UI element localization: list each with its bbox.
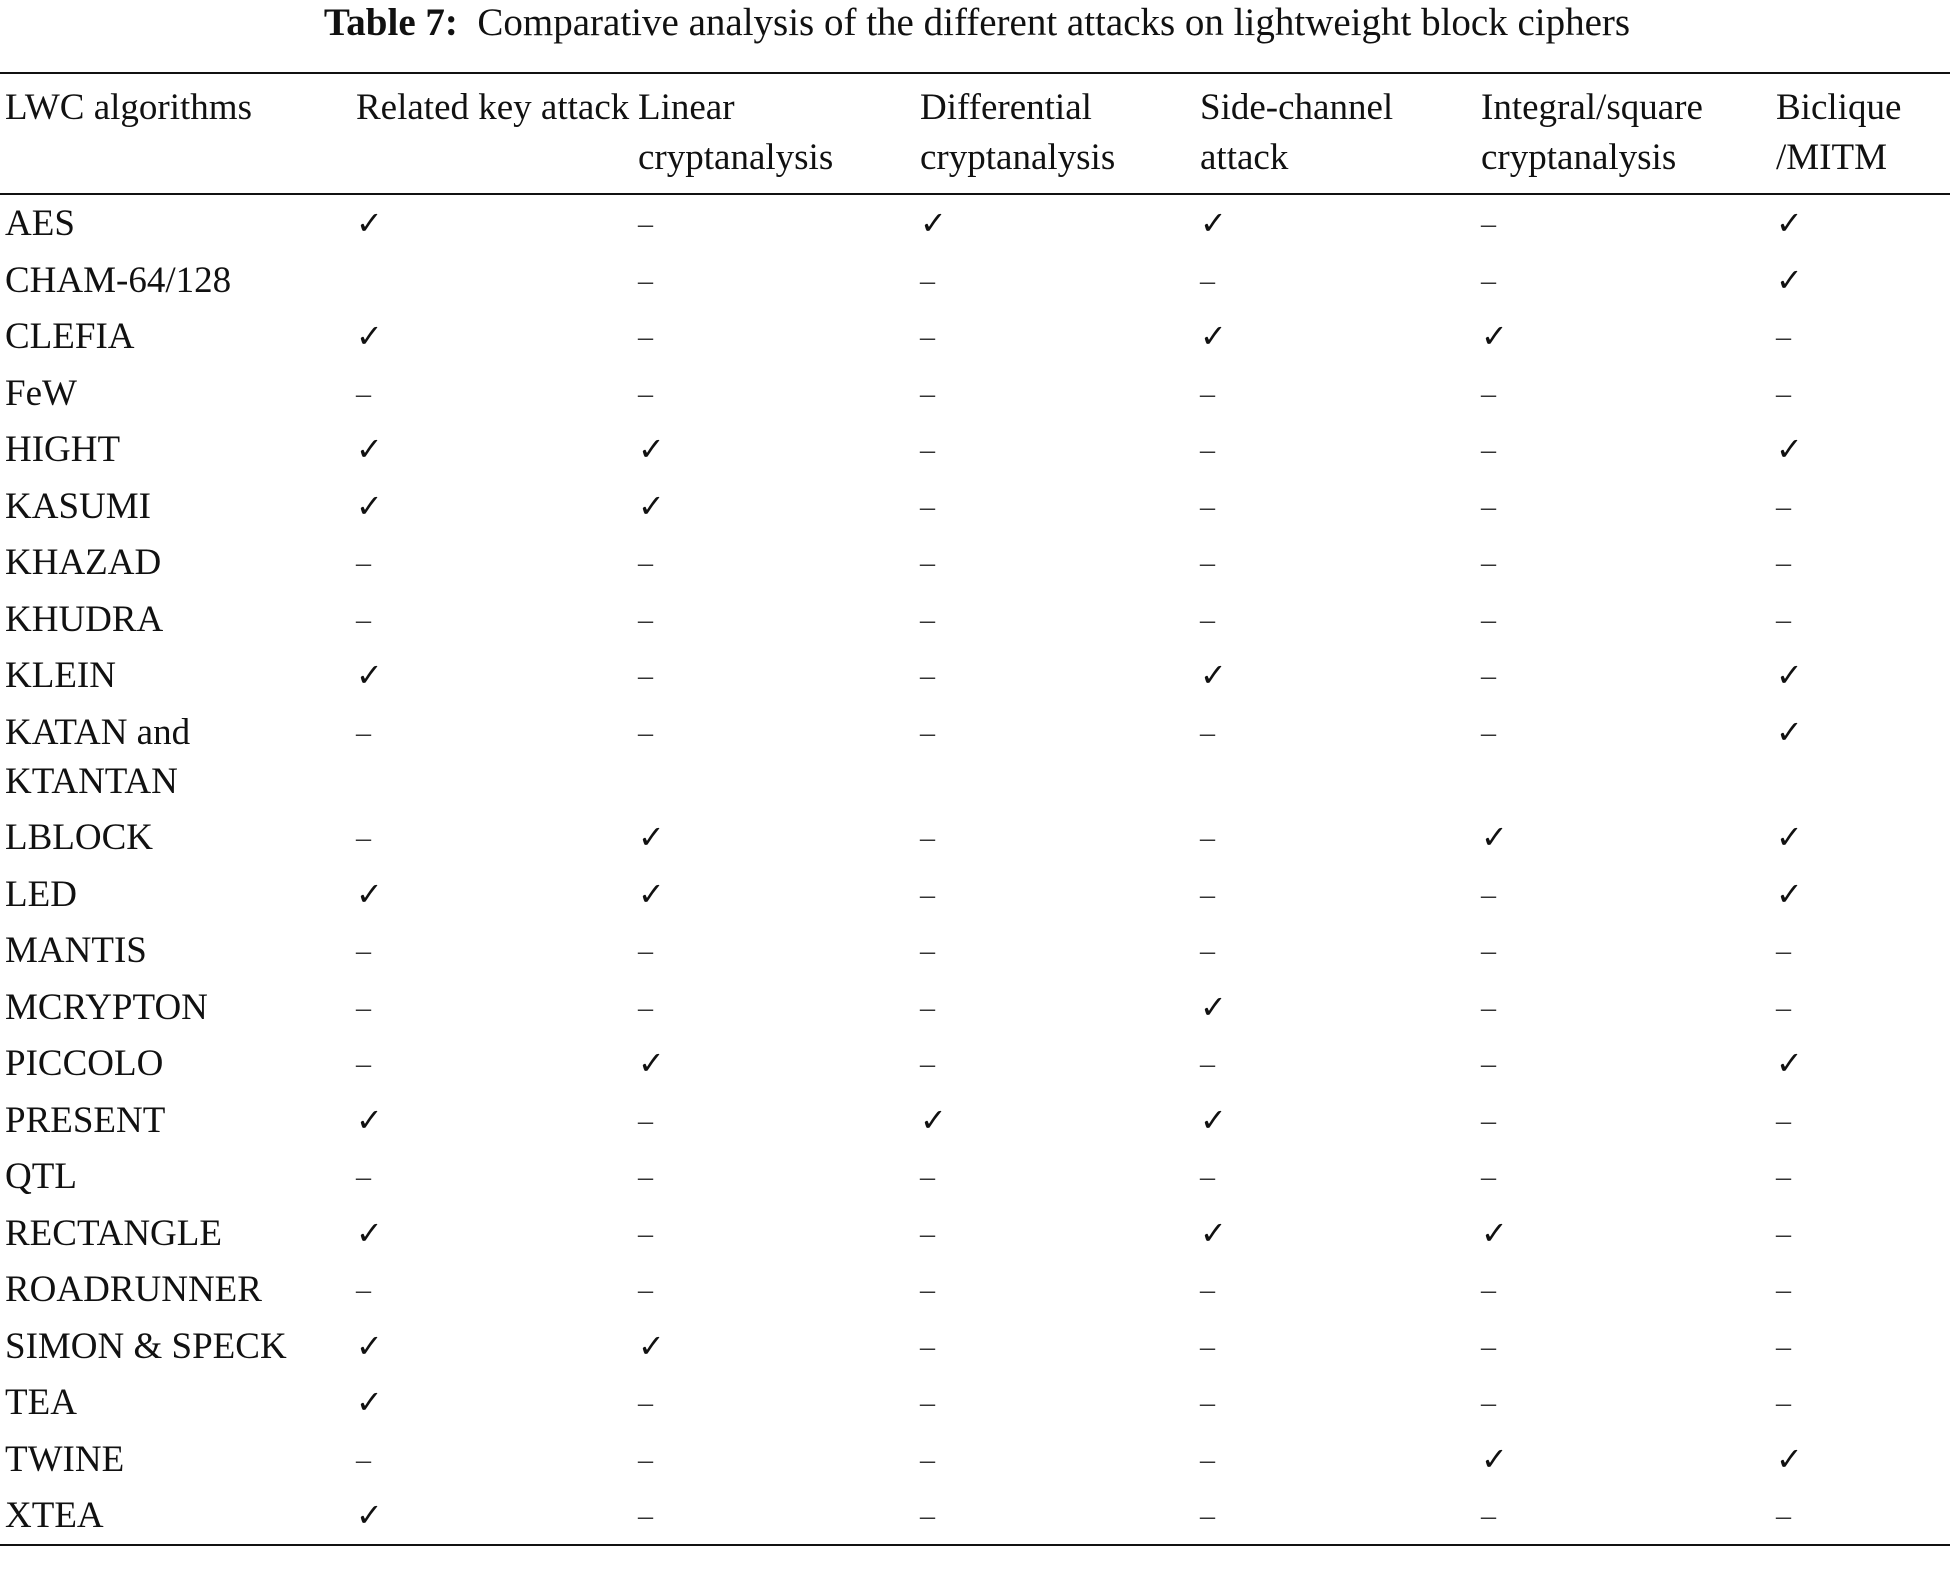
dash-cell: – [920,376,935,410]
dash-cell: – [356,934,371,967]
check-mark-icon: ✓ [356,317,383,355]
dash-cell: – [1200,1442,1215,1476]
column-header: Side-channel attack [1200,87,1394,178]
dash-cell: – [356,1442,371,1476]
table-row [0,194,1950,252]
algorithm-name: LBLOCK [5,817,153,858]
dash-cell: – [1200,1499,1215,1532]
table-row [0,1035,1950,1092]
dash-cell: – [638,207,653,240]
dash-cell: – [1776,320,1791,353]
column-header: Biclique /MITM [1776,87,1902,178]
dash-cell: – [638,715,653,749]
dash-cell: – [638,659,653,692]
dash-cell: – [920,489,935,523]
table-row [0,1318,1950,1375]
column-header: Related key attack [356,87,630,128]
dash-cell: – [920,1329,935,1363]
check-mark-icon: ✓ [1481,1213,1508,1252]
dash-cell: – [920,1160,935,1193]
table-body [0,194,1950,1545]
dash-cell: – [1776,489,1791,523]
algorithm-name: TEA [5,1382,77,1423]
check-mark-icon: ✓ [356,486,383,525]
check-mark-icon: ✓ [1776,260,1803,299]
algorithm-name: XTEA [5,1495,104,1536]
dash-cell: – [1481,489,1496,523]
check-mark-icon: ✓ [1776,204,1803,242]
dash-cell: – [356,1047,371,1080]
table-row [0,809,1950,866]
dash-cell: – [1481,1386,1496,1419]
dash-cell: – [920,1216,935,1250]
check-mark-icon: ✓ [638,874,665,913]
dash-cell: – [1776,1160,1791,1193]
dash-cell: – [920,1273,935,1306]
dash-cell: – [920,433,935,466]
dash-cell: – [1481,659,1496,692]
check-mark-icon: ✓ [356,430,383,468]
caption-text: Comparative analysis of the different attacks on lightweight block ciphers [477,1,1631,44]
dash-cell: – [920,1047,935,1080]
check-mark-icon: ✓ [638,430,665,468]
check-mark-icon: ✓ [1776,656,1803,694]
table-row [0,591,1950,648]
check-mark-icon: ✓ [1200,656,1227,694]
table-row [0,252,1950,309]
dash-cell: – [1200,546,1215,579]
table-row [0,1374,1950,1431]
check-mark-icon: ✓ [356,1100,383,1139]
dash-cell: – [1776,602,1791,636]
dash-cell: – [1481,1499,1496,1532]
header-row [0,73,1950,194]
check-mark-icon: ✓ [1776,430,1803,468]
dash-cell: – [920,715,935,749]
table-row [0,478,1950,535]
dash-cell: – [638,546,653,579]
table-row [0,647,1950,704]
caption-label: Table 7: [323,1,458,44]
table-row [0,1487,1950,1545]
dash-cell: – [920,877,935,911]
dash-cell: – [638,1386,653,1419]
algorithm-name: KASUMI [5,485,151,527]
dash-cell: – [1481,715,1496,749]
table-row [0,979,1950,1036]
table-row [0,1261,1950,1318]
check-mark-icon: ✓ [1200,987,1227,1026]
algorithm-name: CHAM-64/128 [5,259,232,301]
dash-cell: – [1776,1329,1791,1363]
check-mark-icon: ✓ [1481,317,1508,355]
check-mark-icon: ✓ [356,204,383,242]
algorithm-name: SIMON & SPECK [5,1325,287,1367]
check-mark-icon: ✓ [356,1383,383,1421]
dash-cell: – [356,990,371,1024]
dash-cell: – [1481,207,1496,240]
check-mark-icon: ✓ [1200,204,1227,242]
dash-cell: – [1481,546,1496,579]
algorithm-name: KHAZAD [5,542,162,583]
check-mark-icon: ✓ [920,204,947,242]
dash-cell: – [1200,376,1215,410]
dash-cell: – [1481,990,1496,1024]
dash-cell: – [638,990,653,1024]
dash-cell: – [1776,1103,1791,1137]
check-mark-icon: ✓ [1776,712,1803,751]
table-row [0,1205,1950,1262]
algorithm-name: LED [5,873,77,915]
dash-cell: – [1481,1103,1496,1137]
dash-cell: – [356,1160,371,1193]
algorithm-name: FeW [5,372,77,414]
check-mark-icon: ✓ [638,818,665,856]
dash-cell: – [1776,990,1791,1024]
dash-cell: – [1776,1386,1791,1419]
check-mark-icon: ✓ [1776,1439,1803,1478]
column-header: LWC algorithms [5,87,252,128]
dash-cell: – [638,320,653,353]
check-mark-icon: ✓ [356,1326,383,1365]
algorithm-name: KLEIN [5,655,116,696]
check-mark-icon: ✓ [638,486,665,525]
table-row [0,308,1950,365]
table-row [0,1431,1950,1488]
check-mark-icon: ✓ [356,1496,383,1534]
column-header: Integral/square cryptanalysis [1481,87,1703,178]
dash-cell: – [638,376,653,410]
dash-cell: – [638,602,653,636]
dash-cell: – [920,263,935,297]
check-mark-icon: ✓ [1776,874,1803,913]
dash-cell: – [1481,376,1496,410]
column-header: Linear cryptanalysis [638,87,834,178]
dash-cell: – [638,1103,653,1137]
algorithm-name: PICCOLO [5,1043,164,1084]
dash-cell: – [1776,376,1791,410]
empty-cell [351,252,633,309]
dash-cell: – [1481,1047,1496,1080]
algorithm-name: ROADRUNNER [5,1269,262,1310]
dash-cell: – [1481,433,1496,466]
dash-cell: – [638,1499,653,1532]
dash-cell: – [920,990,935,1024]
dash-cell: – [1200,1047,1215,1080]
dash-cell: – [356,1273,371,1306]
dash-cell: – [1481,602,1496,636]
table-row [0,866,1950,923]
dash-cell: – [1481,263,1496,297]
dash-cell: – [1776,1273,1791,1306]
dash-cell: – [920,1499,935,1532]
algorithm-name: MCRYPTON [5,986,208,1028]
check-mark-icon: ✓ [1200,1213,1227,1252]
dash-cell: – [920,602,935,636]
dash-cell: – [920,1442,935,1476]
dash-cell: – [1200,934,1215,967]
dash-cell: – [638,263,653,297]
algorithm-name: TWINE [5,1438,125,1480]
table-row [0,704,1950,810]
dash-cell: – [1481,1160,1496,1193]
dash-cell: – [1200,877,1215,911]
dash-cell: – [1200,489,1215,523]
dash-cell: – [1200,1386,1215,1419]
algorithm-name: KHUDRA [5,598,164,640]
check-mark-icon: ✓ [1481,1439,1508,1478]
check-mark-icon: ✓ [920,1100,947,1139]
dash-cell: – [1776,546,1791,579]
dash-cell: – [356,376,371,410]
dash-cell: – [920,659,935,692]
dash-cell: – [920,934,935,967]
check-mark-icon: ✓ [356,1213,383,1252]
dash-cell: – [1776,1499,1791,1532]
dash-cell: – [638,1216,653,1250]
table-row [0,421,1950,478]
dash-cell: – [1200,1160,1215,1193]
dash-cell: – [638,934,653,967]
check-mark-icon: ✓ [1776,1044,1803,1082]
dash-cell: – [920,320,935,353]
table-row [0,365,1950,422]
dash-cell: – [920,546,935,579]
check-mark-icon: ✓ [1776,818,1803,856]
dash-cell: – [1200,821,1215,854]
dash-cell: – [1200,715,1215,749]
algorithm-name: PRESENT [5,1099,166,1141]
table-row [0,922,1950,979]
check-mark-icon: ✓ [1200,1100,1227,1139]
dash-cell: – [1200,433,1215,466]
dash-cell: – [1200,602,1215,636]
dash-cell: – [1200,1329,1215,1363]
dash-cell: – [1481,1273,1496,1306]
algorithm-name: QTL [5,1156,77,1197]
dash-cell: – [638,1273,653,1306]
dash-cell: – [1481,934,1496,967]
dash-cell: – [356,546,371,579]
check-mark-icon: ✓ [1200,317,1227,355]
dash-cell: – [356,715,371,749]
check-mark-icon: ✓ [638,1326,665,1365]
algorithm-name: MANTIS [5,930,147,971]
algorithm-name: AES [5,203,75,244]
dash-cell: – [1200,263,1215,297]
algorithm-name: RECTANGLE [5,1212,222,1254]
check-mark-icon: ✓ [356,656,383,694]
check-mark-icon: ✓ [356,874,383,913]
dash-cell: – [1200,1273,1215,1306]
dash-cell: – [1481,877,1496,911]
algorithm-name: KATAN and KTANTAN [5,711,191,802]
dash-cell: – [356,821,371,854]
attacks-table [0,72,1950,1546]
table-caption [0,0,1954,46]
dash-cell: – [1481,1329,1496,1363]
algorithm-name: CLEFIA [5,316,135,357]
column-header: Differential cryptanalysis [920,87,1116,178]
table-row [0,1092,1950,1149]
dash-cell: – [920,1386,935,1419]
dash-cell: – [1776,1216,1791,1250]
dash-cell: – [920,821,935,854]
table-row [0,534,1950,591]
dash-cell: – [638,1442,653,1476]
dash-cell: – [638,1160,653,1193]
algorithm-name: HIGHT [5,429,121,470]
dash-cell: – [356,602,371,636]
check-mark-icon: ✓ [1481,818,1508,856]
check-mark-icon: ✓ [638,1044,665,1082]
table-row [0,1148,1950,1205]
dash-cell: – [1776,934,1791,967]
